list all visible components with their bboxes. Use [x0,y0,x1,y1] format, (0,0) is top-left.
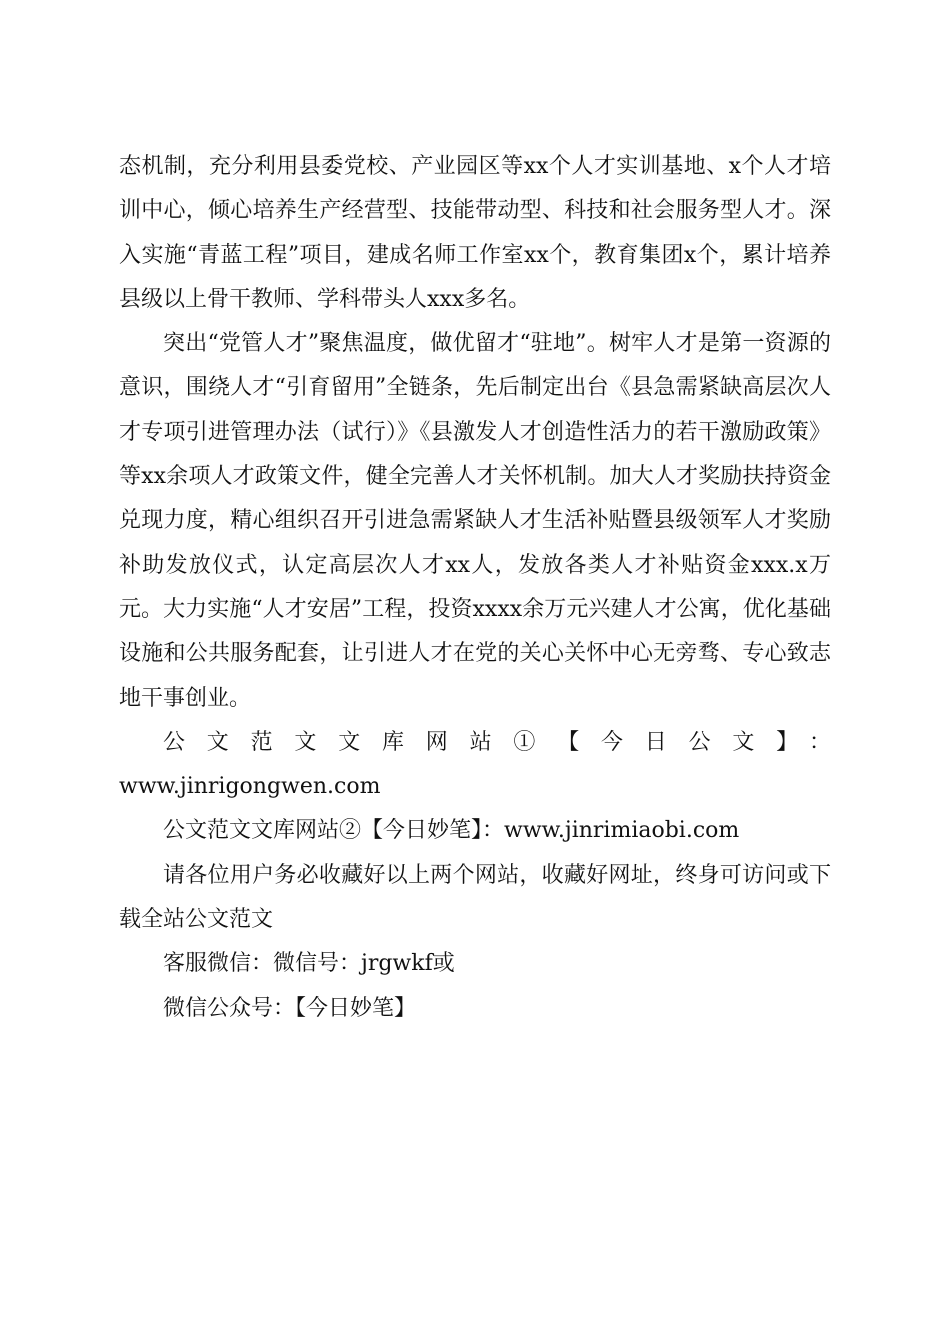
paragraph-talent-retention: 突出“党管人才”聚焦温度，做优留才“驻地”。树牢人才是第一资源的意识，围绕人才“引育留用”全链条，先后制定出台《县急需紧缺高层次人才专项引进管理办法（试行）》《县激发人才创造性活力的若干激励政策》等xx余项人才政策文件，健全完善人才关怀机制。加大人才奖励扶持资金兑现力度，精心组织召开引进急需紧缺人才生活补贴暨县级领军人才奖励补助发放仪式，认定高层次人才xx人，发放各类人才补贴资金xxx.x万元。大力实施“人才安居”工程，投资xxxx余万元兴建人才公寓，优化基础设施和公共服务配套，让引进人才在党的关心关怀中心无旁骛、专心致志地干事创业。 [119,331,831,711]
promo-site1-label: 公文范文文库网站①【今日公文】： [163,729,831,755]
promo-site1-url[interactable]: www.jinrigongwen.com [119,774,381,800]
promo-bookmark-notice: 请各位用户务必收藏好以上两个网站，收藏好网址，终身可访问或下载全站公文范文 [119,862,831,933]
promo-wechat-official: 微信公众号：【今日妙笔】 [163,995,417,1021]
document-body [119,145,831,1031]
promo-site2-line[interactable]: 公文范文文库网站②【今日妙笔】：www.jinrimiaobi.com [163,818,740,844]
paragraph-training-mechanism: 态机制，充分利用县委党校、产业园区等xx个人才实训基地、x个人才培训中心，倾心培养生产经营型、技能带动型、科技和社会服务型人才。深入实施“青蓝工程”项目，建成名师工作室xx个，教育集团x个，累计培养县级以上骨干教师、学科带头人xxx多名。 [119,154,831,312]
promo-wechat-service: 客服微信：微信号：jrgwkf或 [163,951,455,977]
